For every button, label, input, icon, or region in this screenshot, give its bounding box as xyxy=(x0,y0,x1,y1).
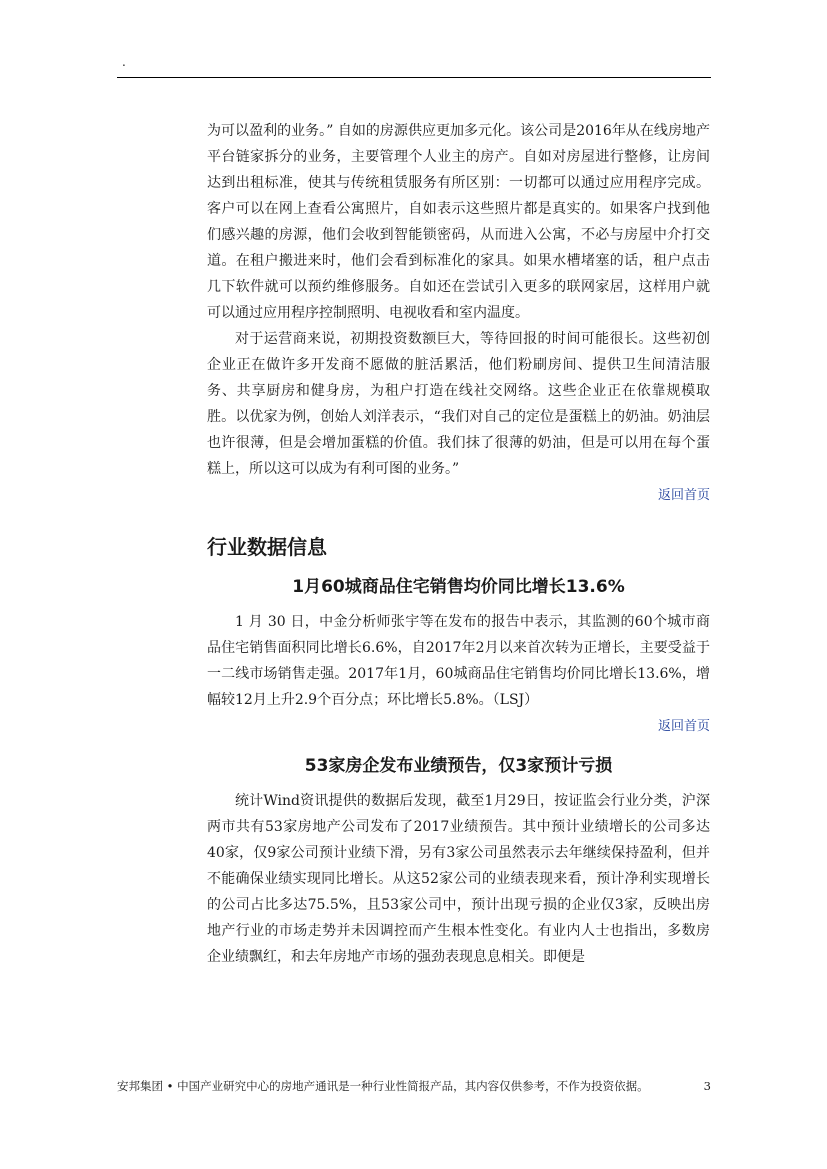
page-content xyxy=(207,118,710,970)
article-body: 统计Wind资讯提供的数据后发现，截至1月29日，按证监会行业分类，沪深两市共有53家房地产公司发布了2017业绩预告。其中预计业绩增长的公司多达40家，仅9家公司预计业绩下滑，另有3家公司虽然表示去年继续保持盈利，但并不能确保业绩实现同比增长。从这52家公司的业绩表现来看，预计净利实现增长的公司占比多达75.5%，且53家公司中，预计出现亏损的企业仅3家，反映出房地产行业的市场走势并未因调控而产生根本性变化。有业内人士也指出，多数房企业绩飘红，和去年房地产市场的强劲表现息息相关。即便是 xyxy=(207,793,710,965)
page-footer xyxy=(117,1078,711,1094)
section-heading: 行业数据信息 xyxy=(207,535,327,559)
body-paragraph: 对于运营商来说，初期投资数额巨大，等待回报的时间可能很长。这些初创企业正在做许多开发商不愿做的脏活累活，他们粉刷房间、提供卫生间清洁服务、共享厨房和健身房，为租户打造在线社交网络。这些企业正在依靠规模取胜。以优家为例，创始人刘洋表示，“我们对自己的定位是蛋糕上的奶油。奶油层也许很薄，但是会增加蛋糕的价值。我们抹了很薄的奶油，但是可以用在每个蛋糕上，所以这可以成为有利可图的业务。” xyxy=(207,331,710,477)
article-title: 53家房企发布业绩预告，仅3家预计亏损 xyxy=(304,756,613,776)
header-rule xyxy=(117,77,711,78)
article-title: 1月60城商品住宅销售均价同比增长13.6% xyxy=(292,577,625,597)
header-mark: . xyxy=(122,55,126,69)
page-number: 3 xyxy=(703,1079,711,1093)
body-paragraph: 为可以盈利的业务。” 自如的房源供应更加多元化。该公司是2016年从在线房地产平台链家拆分的业务，主要管理个人业主的房产。自如对房屋进行整修，让房间达到出租标准，使其与传统租赁服务有所区别：一切都可以通过应用程序完成。客户可以在网上查看公寓照片，自如表示这些照片都是真实的。如果客户找到他们感兴趣的房源，他们会收到智能锁密码，从而进入公寓，不必与房屋中介打交道。在租户搬进来时，他们会看到标准化的家具。如果水槽堵塞的话，租户点击几下软件就可以预约维修服务。自如还在尝试引入更多的联网家居，这样用户就可以通过应用程序控制照明、电视收看和室内温度。 xyxy=(207,123,710,321)
back-to-home-link[interactable]: 返回首页 xyxy=(657,719,710,734)
article-body: 1 月 30 日，中金分析师张宇等在发布的报告中表示，其监测的60个城市商品住宅销售面积同比增长6.6%，自2017年2月以来首次转为正增长，主要受益于一二线市场销售走强。2017年1月，60城商品住宅销售均价同比增长13.6%，增幅较12月上升2.9个百分点；环比增长5.8%。（LSJ） xyxy=(207,614,710,708)
footer-disclaimer: 安邦集团 • 中国产业研究中心的房地产通讯是一种行业性简报产品，其内容仅供参考，不作为投资依据。 xyxy=(117,1079,649,1093)
back-to-home-link[interactable]: 返回首页 xyxy=(657,488,710,503)
